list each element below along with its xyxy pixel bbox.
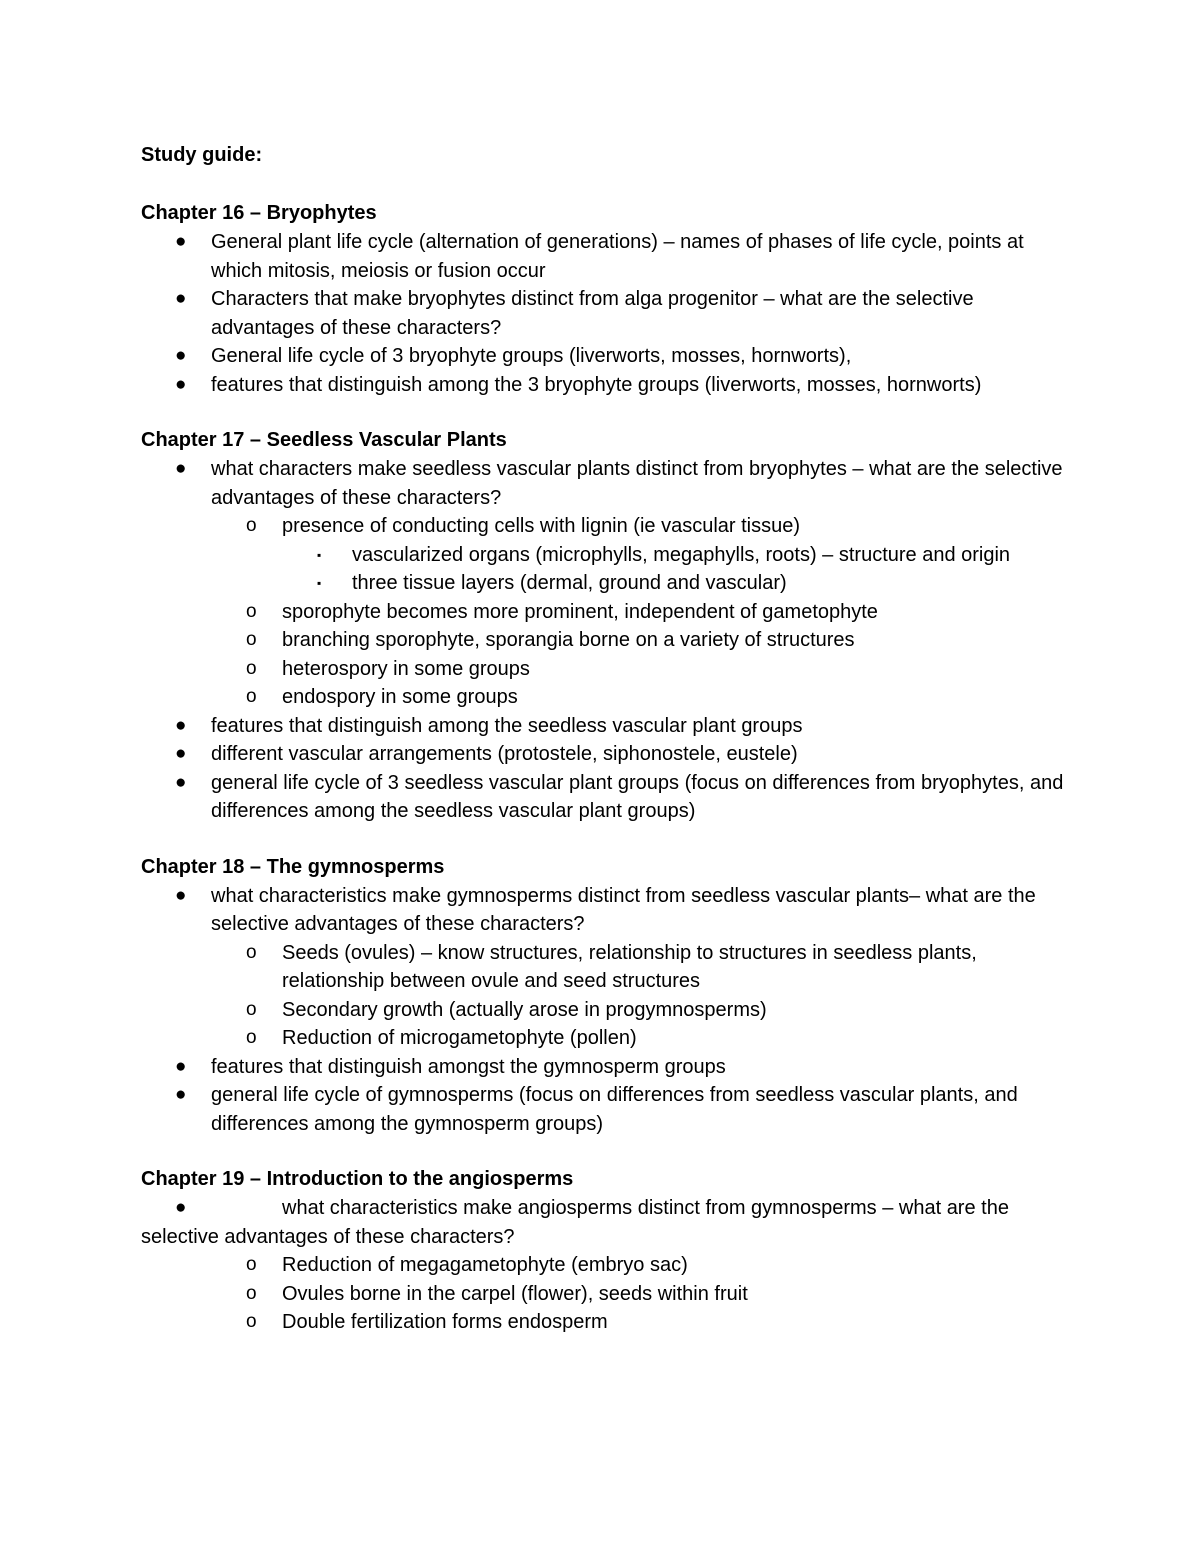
- list-item: [141, 512, 1071, 541]
- list-item-text: features that distinguish among the 3 bryophyte groups (liverworts, mosses, hornworts): [211, 373, 982, 396]
- circle-bullet-icon: o: [246, 1027, 257, 1048]
- topic-list: [141, 1194, 1071, 1337]
- page-title: Study guide:: [141, 144, 263, 166]
- circle-bullet-icon: o: [246, 998, 257, 1020]
- list-item-text: features that distinguish amongst the gymnosperm groups: [211, 1055, 726, 1078]
- chapter-list: [141, 198, 1071, 1337]
- list-item-text: branching sporophyte, sporangia borne on a variety of structures: [282, 629, 855, 651]
- list-item-text: features that distinguish among the seedless vascular plant groups: [211, 714, 803, 737]
- list-item: [141, 455, 1071, 512]
- list-item-text: general life cycle of gymnosperms (focus on differences from seedless vascular plants, and differences among the gymnosperm groups): [211, 1084, 1018, 1135]
- list-item-text: General plant life cycle (alternation of generations) – names of phases of life cycle, points at which mitosis, meiosis or fusion occur: [211, 231, 1024, 282]
- list-item: [141, 769, 1071, 826]
- bullet-icon: ●: [175, 771, 187, 793]
- chapter-section: [141, 852, 1071, 1139]
- list-item: [141, 1081, 1071, 1138]
- topic-list: [141, 455, 1071, 826]
- list-item-text: vascularized organs (microphylls, megaphylls, roots) – structure and origin: [352, 543, 1011, 566]
- bullet-icon: ●: [175, 714, 187, 736]
- circle-bullet-icon: o: [246, 686, 257, 707]
- square-bullet-icon: ▪: [317, 576, 322, 590]
- circle-bullet-icon: o: [246, 1282, 257, 1304]
- list-item-text: Ovules borne in the carpel (flower), seeds within fruit: [282, 1282, 748, 1305]
- list-item-text: what characteristics make gymnosperms distinct from seedless vascular plants– what are the selective advantages of these characters?: [211, 884, 1036, 935]
- circle-bullet-icon: o: [246, 600, 257, 622]
- list-item: [141, 1251, 1071, 1280]
- list-item: [141, 569, 1071, 598]
- chapter-section: [141, 198, 1071, 399]
- list-item-text: what characters make seedless vascular plants distinct from bryophytes – what are the selective advantages of these characters?: [211, 458, 1063, 509]
- list-item: [141, 683, 1071, 712]
- chapter-section: [141, 1164, 1071, 1337]
- list-item-text: Seeds (ovules) – know structures, relationship to structures in seedless plants, relationship between ovule and seed structures: [282, 941, 977, 992]
- chapter-heading: Chapter 16 – Bryophytes: [141, 202, 377, 224]
- chapter-section: [141, 425, 1071, 826]
- topic-list: [141, 228, 1071, 399]
- list-item-text: different vascular arrangements (protostele, siphonostele, eustele): [211, 743, 798, 765]
- list-item-text: three tissue layers (dermal, ground and vascular): [352, 572, 787, 594]
- list-item: [141, 740, 1071, 769]
- bullet-icon: ●: [175, 231, 187, 252]
- list-item: [141, 541, 1071, 570]
- list-item-text: presence of conducting cells with lignin (ie vascular tissue): [282, 515, 801, 537]
- list-item: [141, 626, 1071, 655]
- circle-bullet-icon: o: [246, 941, 257, 963]
- circle-bullet-icon: o: [246, 1254, 257, 1275]
- list-item: [141, 285, 1071, 342]
- list-item-text: General life cycle of 3 bryophyte groups (liverworts, mosses, hornworts),: [211, 345, 852, 367]
- bullet-icon: ●: [175, 1055, 187, 1077]
- circle-bullet-icon: o: [246, 629, 257, 650]
- chapter-heading: Chapter 19 – Introduction to the angiosperms: [141, 1168, 574, 1190]
- list-item: [141, 655, 1071, 684]
- list-item: [141, 1308, 1071, 1337]
- list-item-text: Double fertilization forms endosperm: [282, 1311, 608, 1333]
- list-item-text: Reduction of microgametophyte (pollen): [282, 1027, 637, 1049]
- list-item-text: endospory in some groups: [282, 686, 518, 708]
- list-item: [141, 1194, 1071, 1251]
- list-item: [141, 1053, 1071, 1082]
- topic-list: [141, 882, 1071, 1139]
- list-item-text: what characteristics make angiosperms distinct from gymnosperms – what are the selective advantages of these characters?: [141, 1197, 1009, 1248]
- bullet-icon: ●: [175, 345, 187, 366]
- list-item: [141, 371, 1071, 400]
- list-item-text: Reduction of megagametophyte (embryo sac): [282, 1254, 688, 1276]
- bullet-icon: ●: [175, 458, 187, 479]
- document-page: [141, 140, 1071, 1363]
- list-item-text: heterospory in some groups: [282, 657, 530, 680]
- circle-bullet-icon: o: [246, 1311, 257, 1332]
- bullet-icon: ●: [175, 1084, 187, 1105]
- list-item: [141, 1280, 1071, 1309]
- circle-bullet-icon: o: [246, 657, 257, 679]
- circle-bullet-icon: o: [246, 515, 257, 536]
- list-item-text: Secondary growth (actually arose in progymnosperms): [282, 998, 767, 1021]
- list-item-text: general life cycle of 3 seedless vascular plant groups (focus on differences from bryophytes, and differences among the seedless vascular plant groups): [211, 771, 1064, 822]
- chapter-heading: Chapter 18 – The gymnosperms: [141, 855, 445, 878]
- list-item: [141, 228, 1071, 285]
- list-item: [141, 882, 1071, 939]
- bullet-icon: ●: [175, 1197, 187, 1218]
- list-item: [141, 712, 1071, 741]
- list-item-text: Characters that make bryophytes distinct from alga progenitor – what are the selective advantages of these characters?: [211, 288, 974, 339]
- bullet-icon: ●: [175, 884, 187, 906]
- list-item: [141, 939, 1071, 996]
- list-item: [141, 1024, 1071, 1053]
- list-item: [141, 598, 1071, 627]
- chapter-heading: Chapter 17 – Seedless Vascular Plants: [141, 429, 507, 451]
- list-item: [141, 996, 1071, 1025]
- list-item: [141, 342, 1071, 371]
- square-bullet-icon: ▪: [317, 547, 322, 562]
- bullet-icon: ●: [175, 373, 187, 395]
- bullet-icon: ●: [175, 743, 187, 764]
- list-item-text: sporophyte becomes more prominent, independent of gametophyte: [282, 600, 878, 623]
- bullet-icon: ●: [175, 288, 187, 309]
